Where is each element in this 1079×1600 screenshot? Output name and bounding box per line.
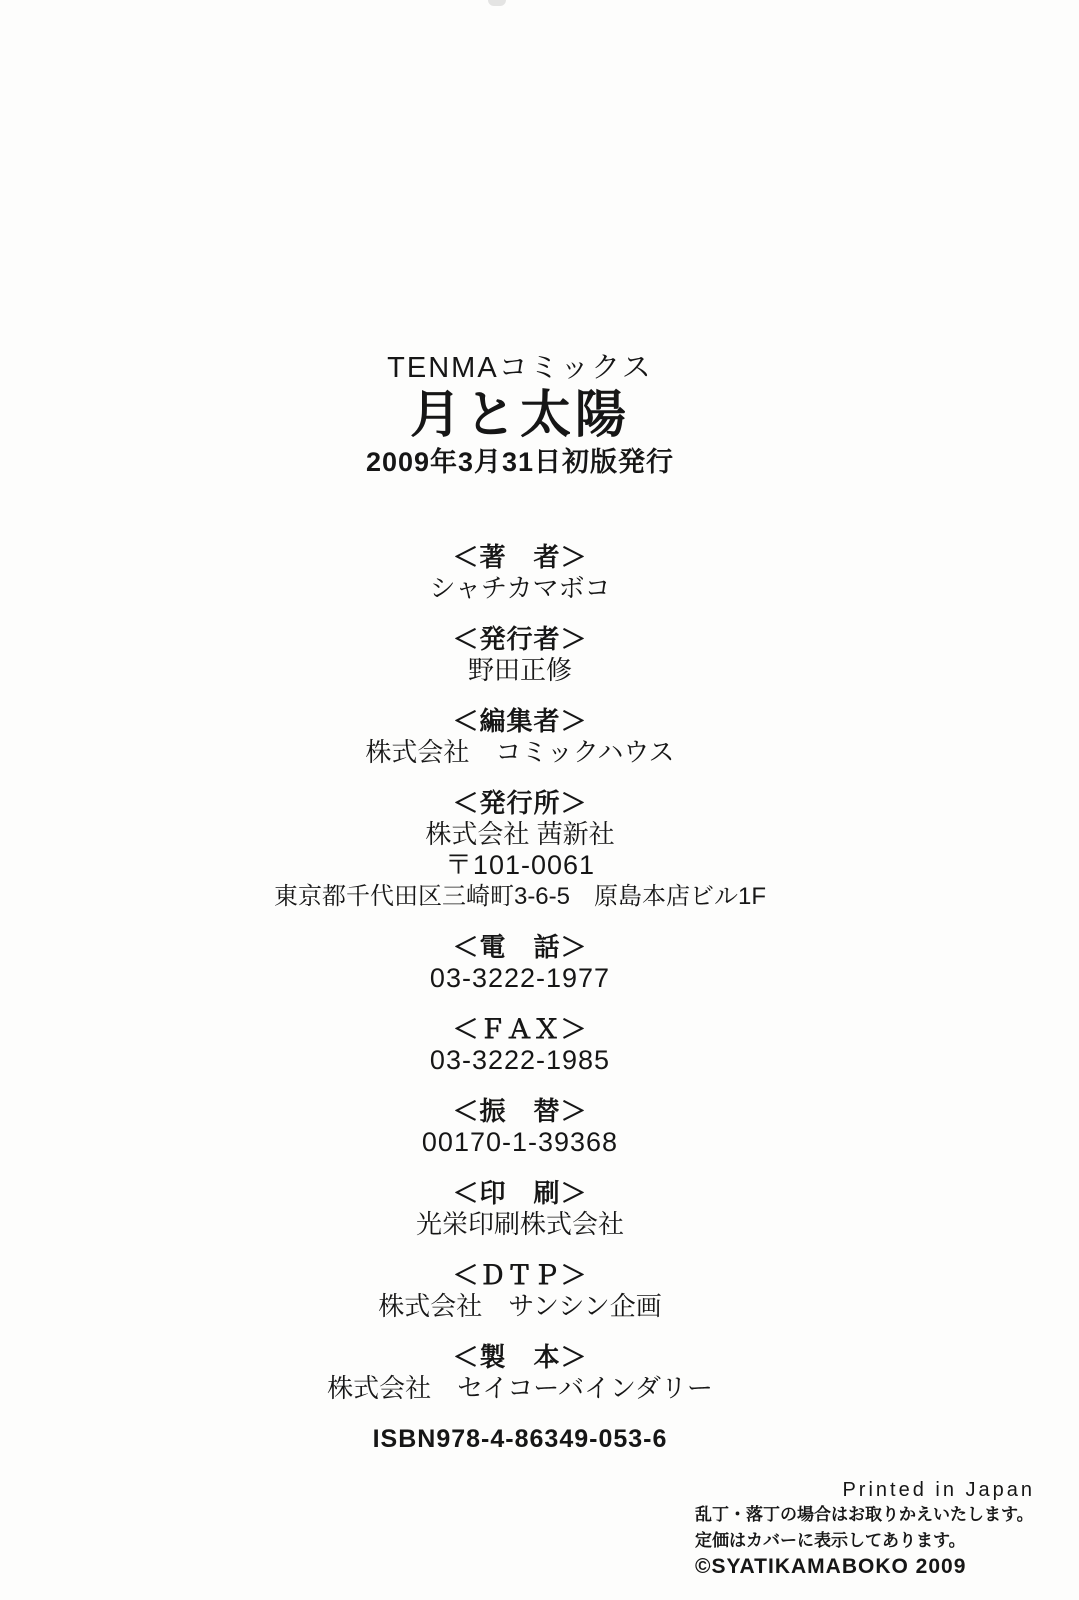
section-telephone-label: ＜電 話＞ <box>452 932 588 962</box>
section-printing <box>0 1178 1040 1240</box>
edition-date: 2009年3月31日初版発行 <box>365 447 675 477</box>
section-dtp <box>0 1260 1040 1322</box>
section-fax-label: ＜ＦＡＸ＞ <box>452 1014 588 1044</box>
printing-company: 光栄印刷株式会社 <box>415 1209 624 1239</box>
section-publisher-label: ＜発行者＞ <box>452 624 588 654</box>
section-editor-label: ＜編集者＞ <box>452 706 588 736</box>
section-binding-label: ＜製 本＞ <box>452 1342 588 1372</box>
section-dtp-label: ＜ＤＴＰ＞ <box>452 1260 588 1290</box>
section-postal-transfer-label: ＜振 替＞ <box>452 1096 588 1126</box>
publishing-office-postal-code: 〒101-0061 <box>444 850 596 880</box>
section-printing-label: ＜印 刷＞ <box>452 1178 588 1208</box>
telephone-number: 03-3222-1977 <box>429 963 611 993</box>
footer-block <box>695 1478 1035 1579</box>
defect-exchange-notice: 乱丁・落丁の場合はお取りかえいたします。 <box>695 1505 1034 1524</box>
section-author <box>0 542 1040 604</box>
printed-in-japan: Printed in Japan <box>842 1479 1035 1501</box>
fax-number: 03-3222-1985 <box>429 1045 611 1075</box>
book-title: 月と太陽 <box>409 386 630 443</box>
series-name: TENMAコミックス <box>387 352 653 384</box>
postal-transfer-number: 00170-1-39368 <box>421 1127 619 1157</box>
section-postal-transfer <box>0 1096 1040 1158</box>
section-author-value: シャチカマボコ <box>429 573 611 603</box>
publishing-office-address: 東京都千代田区三崎町3-6-5 原島本店ビル1F <box>273 883 767 910</box>
section-author-label: ＜著 者＞ <box>452 542 588 572</box>
section-publisher-value: 野田正修 <box>467 655 572 685</box>
section-publisher <box>0 624 1040 686</box>
section-fax <box>0 1014 1040 1076</box>
section-telephone <box>0 932 1040 994</box>
section-editor-value: 株式会社 コミックハウス <box>365 737 675 767</box>
section-binding <box>0 1342 1040 1404</box>
binding-company: 株式会社 セイコーバインダリー <box>327 1373 713 1403</box>
colophon-sections <box>0 542 1040 1404</box>
publishing-office-company: 株式会社 茜新社 <box>425 819 615 849</box>
section-publishing-office <box>0 788 1040 912</box>
copyright-line: ©SYATIKAMABOKO 2009 <box>695 1555 967 1578</box>
section-editor <box>0 706 1040 768</box>
dtp-company: 株式会社 サンシン企画 <box>378 1291 662 1321</box>
section-publishing-office-label: ＜発行所＞ <box>452 788 588 818</box>
isbn-number: ISBN978-4-86349-053-6 <box>372 1425 668 1453</box>
price-on-cover-notice: 定価はカバーに表示してあります。 <box>695 1531 966 1550</box>
